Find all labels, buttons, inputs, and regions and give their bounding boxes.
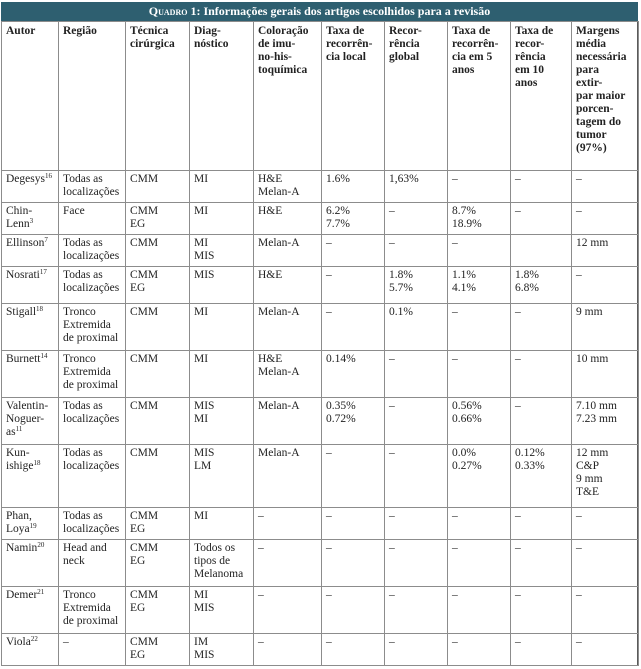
diagnosis-cell: MIS <box>190 267 254 304</box>
table-row <box>2 508 639 540</box>
five-cell: – <box>448 304 511 351</box>
global-cell: – <box>385 540 448 587</box>
local-cell: 6.2% 7.7% <box>322 203 385 235</box>
region-cell: Todas as localizações <box>59 445 126 508</box>
table-title-text: Informações gerais dos artigos escolhidos para a revisão <box>200 4 491 18</box>
region-cell: – <box>59 634 126 666</box>
five-cell: – <box>448 235 511 267</box>
ten-cell: – <box>511 508 572 540</box>
margins-cell: 7.10 mm 7.23 mm <box>572 398 639 445</box>
region-cell: Face <box>59 203 126 235</box>
ten-cell: 1.8% 6.8% <box>511 267 572 304</box>
technique-cell: CMM EG <box>126 540 190 587</box>
ten-cell: – <box>511 171 572 203</box>
five-cell: 0.0% 0.27% <box>448 445 511 508</box>
table-row <box>2 171 639 203</box>
ten-cell: – <box>511 587 572 634</box>
table-row <box>2 351 639 398</box>
technique-cell: CMM EG <box>126 203 190 235</box>
global-cell: – <box>385 351 448 398</box>
local-cell: – <box>322 235 385 267</box>
technique-cell: CMM EG <box>126 267 190 304</box>
margins-cell: 10 mm <box>572 351 639 398</box>
header-row <box>2 22 639 171</box>
author-cell <box>2 634 59 666</box>
author-cell <box>2 171 59 203</box>
margins-cell: – <box>572 634 639 666</box>
author-name: Viola <box>6 636 31 648</box>
table-row <box>2 398 639 445</box>
staining-cell: Melan-A <box>254 235 322 267</box>
column-header: Taxa de recor- rência em 10 anos <box>511 22 572 171</box>
global-cell: – <box>385 587 448 634</box>
author-name: Burnett <box>6 353 41 365</box>
staining-cell: – <box>254 587 322 634</box>
author-name: Namin <box>6 542 38 554</box>
table-row <box>2 304 639 351</box>
technique-cell: CMM <box>126 235 190 267</box>
author-cell <box>2 267 59 304</box>
table-row <box>2 203 639 235</box>
table-row <box>2 267 639 304</box>
local-cell: – <box>322 304 385 351</box>
author-name: Kun- ishige <box>6 447 34 472</box>
reference-number: 18 <box>36 305 44 313</box>
author-cell <box>2 351 59 398</box>
technique-cell: CMM <box>126 351 190 398</box>
five-cell: – <box>448 171 511 203</box>
author-name: Phan, Loya <box>6 510 32 535</box>
ten-cell: – <box>511 634 572 666</box>
author-cell <box>2 587 59 634</box>
articles-table <box>1 21 639 666</box>
local-cell: – <box>322 267 385 304</box>
diagnosis-cell: MI <box>190 203 254 235</box>
local-cell: 0.35% 0.72% <box>322 398 385 445</box>
ten-cell: – <box>511 304 572 351</box>
diagnosis-cell: MI <box>190 508 254 540</box>
reference-number: 21 <box>37 588 45 596</box>
table-title <box>1 2 638 21</box>
staining-cell: H&E Melan-A <box>254 351 322 398</box>
local-cell: – <box>322 540 385 587</box>
author-cell <box>2 304 59 351</box>
reference-number: 22 <box>30 635 38 643</box>
reference-number: 7 <box>44 236 48 244</box>
author-cell <box>2 508 59 540</box>
diagnosis-cell: MI <box>190 304 254 351</box>
diagnosis-cell: MIS MI <box>190 398 254 445</box>
staining-cell: – <box>254 634 322 666</box>
author-name: Degesys <box>6 173 45 185</box>
technique-cell: CMM EG <box>126 508 190 540</box>
global-cell: – <box>385 508 448 540</box>
diagnosis-cell: MIS LM <box>190 445 254 508</box>
staining-cell: – <box>254 540 322 587</box>
region-cell: Todas as localizações <box>59 398 126 445</box>
diagnosis-cell: MI MIS <box>190 235 254 267</box>
local-cell: – <box>322 634 385 666</box>
global-cell: – <box>385 634 448 666</box>
margins-cell: – <box>572 540 639 587</box>
diagnosis-cell: MI <box>190 171 254 203</box>
margins-cell: 9 mm <box>572 304 639 351</box>
column-header: Coloração de imu- no-his- toquímica <box>254 22 322 171</box>
staining-cell: H&E Melan-A <box>254 171 322 203</box>
reference-number: 20 <box>37 541 45 549</box>
reference-number: 11 <box>15 425 23 433</box>
region-cell: Tronco Extremida de proximal <box>59 351 126 398</box>
staining-cell: Melan-A <box>254 398 322 445</box>
technique-cell: CMM EG <box>126 587 190 634</box>
staining-cell: – <box>254 508 322 540</box>
column-header: Diag- nóstico <box>190 22 254 171</box>
region-cell: Tronco Extremida de proximal <box>59 304 126 351</box>
table-row <box>2 587 639 634</box>
margins-cell: 12 mm <box>572 235 639 267</box>
author-cell <box>2 203 59 235</box>
staining-cell: Melan-A <box>254 445 322 508</box>
local-cell: 1.6% <box>322 171 385 203</box>
column-header: Técnica cirúrgica <box>126 22 190 171</box>
reference-number: 14 <box>40 352 48 360</box>
region-cell: Tronco Extremida de proximal <box>59 587 126 634</box>
column-header: Margens média necessária para extir- par maior porcen- tagem do tumor (97%) <box>572 22 639 171</box>
author-cell <box>2 445 59 508</box>
author-cell <box>2 540 59 587</box>
global-cell: 0.1% <box>385 304 448 351</box>
five-cell: – <box>448 587 511 634</box>
reference-number: 18 <box>33 459 41 467</box>
diagnosis-cell: MI MIS <box>190 587 254 634</box>
ten-cell: 0.12% 0.33% <box>511 445 572 508</box>
reference-number: 16 <box>44 172 52 180</box>
ten-cell <box>511 235 572 267</box>
staining-cell: H&E <box>254 203 322 235</box>
author-name: Demer <box>6 589 38 601</box>
margins-cell: – <box>572 508 639 540</box>
author-name: Nosrati <box>6 269 40 281</box>
column-header: Região <box>59 22 126 171</box>
table-title-prefix: Quadro 1: <box>148 4 201 18</box>
table-row <box>2 235 639 267</box>
region-cell: Head and neck <box>59 540 126 587</box>
technique-cell: CMM <box>126 304 190 351</box>
table-row <box>2 445 639 508</box>
author-name: Stigall <box>6 306 37 318</box>
author-cell <box>2 235 59 267</box>
author-cell <box>2 398 59 445</box>
staining-cell: H&E <box>254 267 322 304</box>
reference-number: 3 <box>29 217 34 225</box>
technique-cell: CMM <box>126 398 190 445</box>
global-cell: – <box>385 203 448 235</box>
diagnosis-cell: Todos os tipos de Melanoma <box>190 540 254 587</box>
local-cell: – <box>322 508 385 540</box>
local-cell: – <box>322 587 385 634</box>
region-cell: Todas as localizações <box>59 508 126 540</box>
technique-cell: CMM <box>126 171 190 203</box>
margins-cell: – <box>572 267 639 304</box>
technique-cell: CMM EG <box>126 634 190 666</box>
column-header: Recor- rência global <box>385 22 448 171</box>
five-cell: 8.7% 18.9% <box>448 203 511 235</box>
reference-number: 19 <box>29 522 37 530</box>
ten-cell: – <box>511 203 572 235</box>
five-cell: – <box>448 540 511 587</box>
region-cell: Todas as localizações <box>59 235 126 267</box>
region-cell: Todas as localizações <box>59 171 126 203</box>
local-cell: 0.14% <box>322 351 385 398</box>
five-cell: – <box>448 508 511 540</box>
global-cell: – <box>385 235 448 267</box>
five-cell: – <box>448 351 511 398</box>
five-cell: – <box>448 634 511 666</box>
ten-cell: – <box>511 540 572 587</box>
margins-cell: – <box>572 587 639 634</box>
five-cell: 1.1% 4.1% <box>448 267 511 304</box>
table-row <box>2 540 639 587</box>
region-cell: Todas as localizações <box>59 267 126 304</box>
margins-cell: – <box>572 203 639 235</box>
ten-cell: – <box>511 351 572 398</box>
column-header: Autor <box>2 22 59 171</box>
column-header: Taxa de recorrên- cia em 5 anos <box>448 22 511 171</box>
ten-cell: – <box>511 398 572 445</box>
author-name: Ellinson <box>6 237 45 249</box>
margins-cell: 12 mm C&P 9 mm T&E <box>572 445 639 508</box>
author-name: Chin- Lenn <box>6 205 33 230</box>
global-cell: 1.8% 5.7% <box>385 267 448 304</box>
diagnosis-cell: MI <box>190 351 254 398</box>
table-row <box>2 634 639 666</box>
author-name: Valentin- Noguer- as <box>6 400 49 438</box>
five-cell: 0.56% 0.66% <box>448 398 511 445</box>
local-cell: – <box>322 445 385 508</box>
global-cell: 1,63% <box>385 171 448 203</box>
reference-number: 17 <box>39 268 47 276</box>
column-header: Taxa de recorrên- cia local <box>322 22 385 171</box>
global-cell: – <box>385 445 448 508</box>
staining-cell: Melan-A <box>254 304 322 351</box>
global-cell: – <box>385 398 448 445</box>
margins-cell: – <box>572 171 639 203</box>
technique-cell: CMM <box>126 445 190 508</box>
diagnosis-cell: IM MIS <box>190 634 254 666</box>
